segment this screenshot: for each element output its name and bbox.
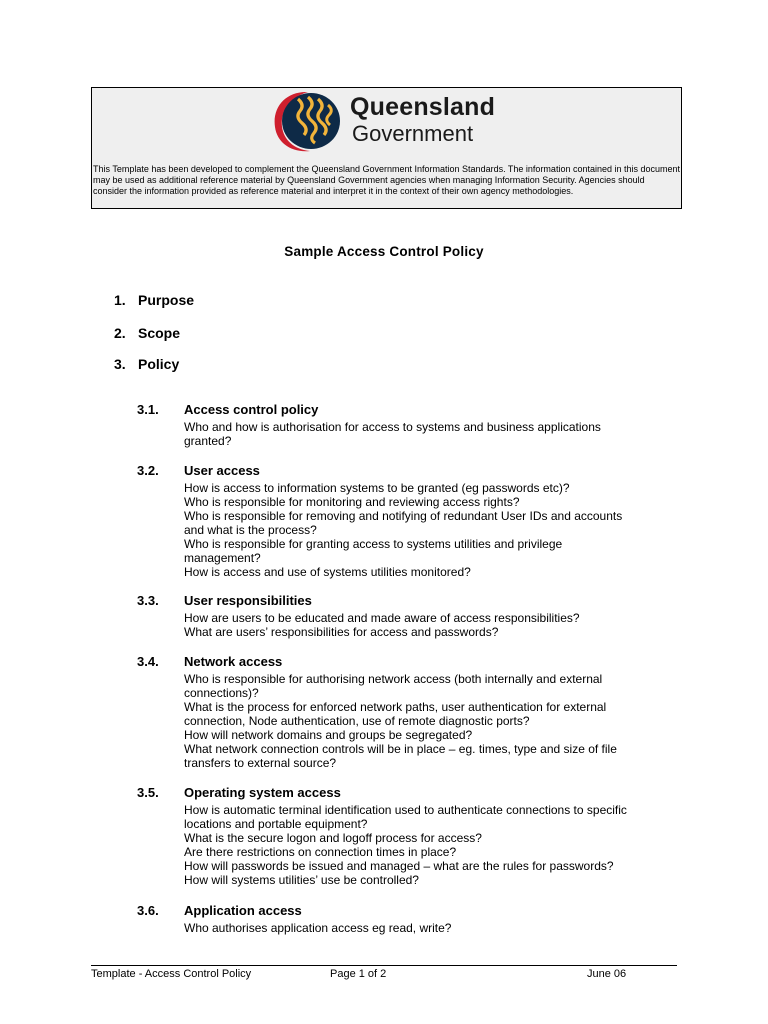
queensland-government-logo (272, 91, 500, 153)
body-line: What network connection controls will be in place – eg. times, type and size of file (184, 742, 617, 756)
section-body (184, 803, 667, 887)
footer-divider (91, 965, 677, 966)
subheading (137, 402, 667, 420)
body-line: How will network domains and groups be segregated? (184, 728, 473, 742)
subheading (137, 463, 667, 481)
subheading (137, 903, 667, 921)
body-line: What are users’ responsibilities for access and passwords? (184, 625, 499, 639)
section-body (184, 611, 667, 639)
body-line: Are there restrictions on connection times in place? (184, 845, 457, 859)
body-line: Who is responsible for monitoring and reviewing access rights? (184, 495, 520, 509)
body-line: Who authorises application access eg read, write? (184, 921, 452, 935)
document-title: Sample Access Control Policy (284, 244, 484, 259)
disclaimer-text: This Template has been developed to complement the Queensland Government Information Standards. The information contained in this document may be used as additional reference material by Queensland Government agencies when managing Information Security. Agencies should consider the information provided as reference material and interpret it in the context of their own agency methodologies. (93, 164, 681, 196)
heading-number: 3. (114, 356, 126, 372)
crest-icon (272, 91, 344, 153)
section-access-control-policy (137, 402, 667, 448)
body-line: How will systems utilities’ use be controlled? (184, 873, 419, 887)
subheading-number: 3.3. (137, 593, 159, 608)
body-line: connection, Node authentication, use of remote diagnostic ports? (184, 714, 530, 728)
heading-policy (114, 356, 179, 372)
section-application-access (137, 903, 667, 935)
footer-page-number: Page 1 of 2 (330, 968, 387, 980)
body-line: and what is the process? (184, 523, 317, 537)
subheading-label: Operating system access (184, 785, 341, 800)
section-body (184, 921, 667, 935)
heading-number: 1. (114, 292, 126, 308)
header-box (91, 87, 682, 209)
section-body (184, 420, 667, 448)
body-line: How will passwords be issued and managed – what are the rules for passwords? (184, 859, 614, 873)
section-body (184, 481, 667, 579)
section-user-access (137, 463, 667, 579)
body-line: management? (184, 551, 261, 565)
body-line: transfers to external source? (184, 756, 337, 770)
body-line: locations and portable equipment? (184, 817, 368, 831)
body-line: Who is responsible for removing and notifying of redundant User IDs and accounts (184, 509, 623, 523)
body-line: How are users to be educated and made aware of access responsibilities? (184, 611, 580, 625)
body-line: What is the secure logon and logoff process for access? (184, 831, 482, 845)
body-line: How is access and use of systems utilities monitored? (184, 565, 471, 579)
body-line: How is automatic terminal identification used to authenticate connections to specific (184, 803, 627, 817)
body-line: How is access to information systems to be granted (eg passwords etc)? (184, 481, 570, 495)
subheading-label: Access control policy (184, 402, 319, 417)
subheading-label: Network access (184, 654, 283, 669)
heading-label: Purpose (138, 292, 195, 308)
section-user-responsibilities (137, 593, 667, 639)
subheading-number: 3.6. (137, 903, 159, 918)
body-line: Who is responsible for authorising network access (both internally and external (184, 672, 603, 686)
heading-label: Policy (138, 356, 180, 372)
heading-number: 2. (114, 325, 126, 341)
subheading (137, 785, 667, 803)
subheading-number: 3.2. (137, 463, 159, 478)
subheading-label: Application access (184, 903, 302, 918)
subheading-number: 3.4. (137, 654, 159, 669)
subheading-label: User access (184, 463, 260, 478)
subheading (137, 654, 667, 672)
subheading (137, 593, 667, 611)
body-line: Who is responsible for granting access to systems utilities and privilege (184, 537, 563, 551)
heading-purpose (114, 292, 194, 308)
body-line: What is the process for enforced network paths, user authentication for external (184, 700, 607, 714)
heading-label: Scope (138, 325, 181, 341)
subheading-number: 3.5. (137, 785, 159, 800)
body-line: Who and how is authorisation for access to systems and business applications (184, 420, 601, 434)
footer-date: June 06 (587, 968, 627, 980)
section-operating-system-access (137, 785, 667, 887)
footer-document-name: Template - Access Control Policy (91, 968, 252, 980)
body-line: granted? (184, 434, 232, 448)
subheading-label: User responsibilities (184, 593, 312, 608)
section-network-access (137, 654, 667, 770)
logo-text-government: Government (352, 121, 474, 146)
logo-text-queensland: Queensland (350, 93, 496, 121)
subheading-number: 3.1. (137, 402, 159, 417)
section-body (184, 672, 667, 770)
heading-scope (114, 325, 180, 341)
body-line: connections)? (184, 686, 259, 700)
